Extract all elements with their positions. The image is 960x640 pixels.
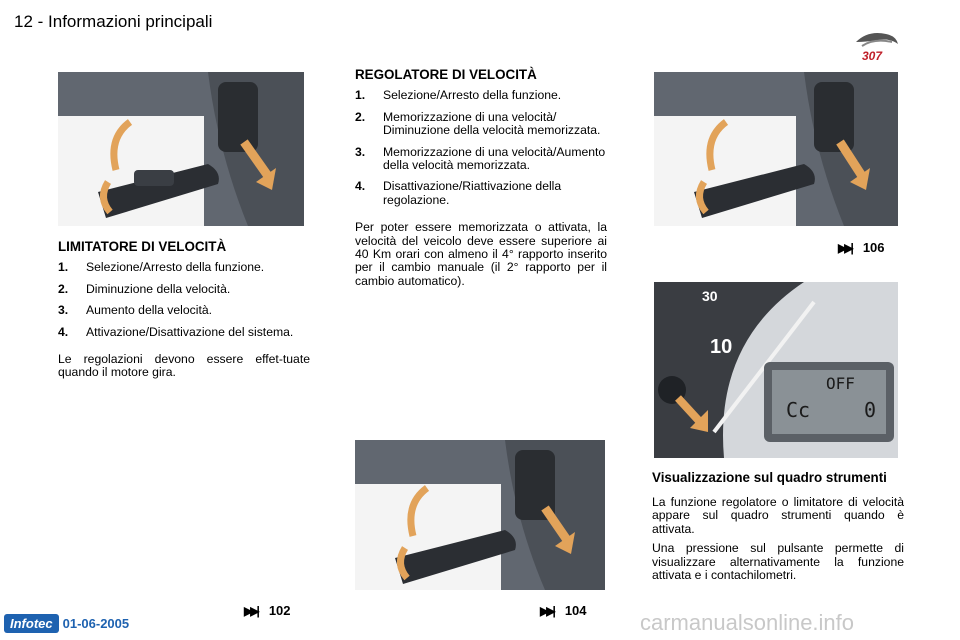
page-ref-number: 106: [862, 240, 885, 255]
speed-limiter-note: Le regolazioni devono essere effet-tuate quando il motore gira.: [58, 352, 310, 380]
gauge-mark-30: 30: [702, 288, 718, 304]
item-text: Memorizzazione di una velocità/ Diminuzione della velocità memorizzata.: [383, 109, 601, 138]
list-item: [355, 146, 607, 173]
speed-regulator-stalk-photo-right: [654, 72, 898, 226]
page-ref-102[interactable]: [244, 603, 291, 618]
list-item: [355, 111, 607, 138]
print-date: 01-06-2005: [62, 615, 130, 631]
item-number: 1.: [355, 88, 366, 103]
item-number: 1.: [58, 260, 69, 275]
peugeot-307-logo: [852, 28, 902, 64]
watermark: carmanualsonline.info: [640, 610, 855, 635]
item-text: Diminuzione della velocità.: [86, 281, 231, 296]
list-item: [58, 283, 310, 296]
lcd-zero-text: 0: [864, 398, 877, 422]
svg-text:307: 307: [862, 49, 883, 63]
cluster-display-heading: Visualizzazione sul quadro strumenti: [652, 470, 887, 485]
list-item: [58, 304, 310, 317]
page-ref-106[interactable]: [838, 240, 885, 255]
speed-limiter-section: [58, 240, 310, 380]
speed-regulator-heading: REGOLATORE DI VELOCITÀ: [355, 67, 537, 82]
infotec-logo: Infotec: [4, 614, 59, 633]
list-item: [58, 261, 310, 274]
fast-forward-icon: ▶▶|: [244, 603, 257, 618]
gauge-mark-10: 10: [710, 336, 733, 358]
item-text: Selezione/Arresto della funzione.: [383, 88, 562, 103]
item-number: 3.: [58, 303, 69, 318]
item-text: Aumento della velocità.: [86, 303, 213, 318]
fast-forward-icon: ▶▶|: [838, 240, 851, 255]
item-number: 2.: [58, 281, 69, 296]
speed-regulator-stalk-photo: [355, 440, 605, 590]
speed-limiter-stalk-photo: [58, 72, 304, 226]
instrument-cluster-photo: [654, 282, 898, 458]
lcd-cc-text: Cc: [786, 398, 811, 422]
item-text: Disattivazione/Riattivazione della regolazione.: [383, 179, 562, 207]
cluster-display-section: [652, 470, 904, 588]
list-item: [355, 89, 607, 102]
cluster-display-para-1: La funzione regolatore o limitatore di velocità appare sul quadro strumenti quando è attivata.: [652, 495, 904, 536]
fast-forward-icon: ▶▶|: [540, 603, 553, 618]
item-number: 4.: [58, 324, 69, 339]
cluster-display-para-2: Una pressione sul pulsante permette di visualizzare alternativamente la funzione attivata e i contachilometri.: [652, 541, 904, 583]
page-ref-number: 104: [564, 603, 587, 618]
item-number: 2.: [355, 109, 366, 124]
footer: [0, 612, 129, 634]
item-number: 3.: [355, 144, 366, 159]
page-ref-number: 102: [268, 603, 291, 618]
page-ref-104[interactable]: [540, 603, 587, 618]
speed-regulator-note: Per poter essere memorizzata o attivata, la velocità del veicolo deve essere superiore ai 40 Km orari con almeno il 4° rapporto inserito per il cambio manuale (il 2° rapporto per il cambio automatico).: [355, 220, 607, 288]
speed-limiter-heading: LIMITATORE DI VELOCITÀ: [58, 239, 227, 254]
item-number: 4.: [355, 179, 366, 194]
item-text: Attivazione/Disattivazione del sistema.: [86, 324, 294, 339]
item-text: Memorizzazione di una velocità/Aumento della velocità memorizzata.: [383, 144, 606, 173]
lcd-off-text: OFF: [826, 374, 855, 393]
list-item: [58, 326, 310, 339]
speed-regulator-section: [355, 68, 607, 288]
list-item: [355, 180, 607, 207]
page-title: 12 - Informazioni principali: [14, 12, 213, 31]
item-text: Selezione/Arresto della funzione.: [86, 260, 265, 275]
